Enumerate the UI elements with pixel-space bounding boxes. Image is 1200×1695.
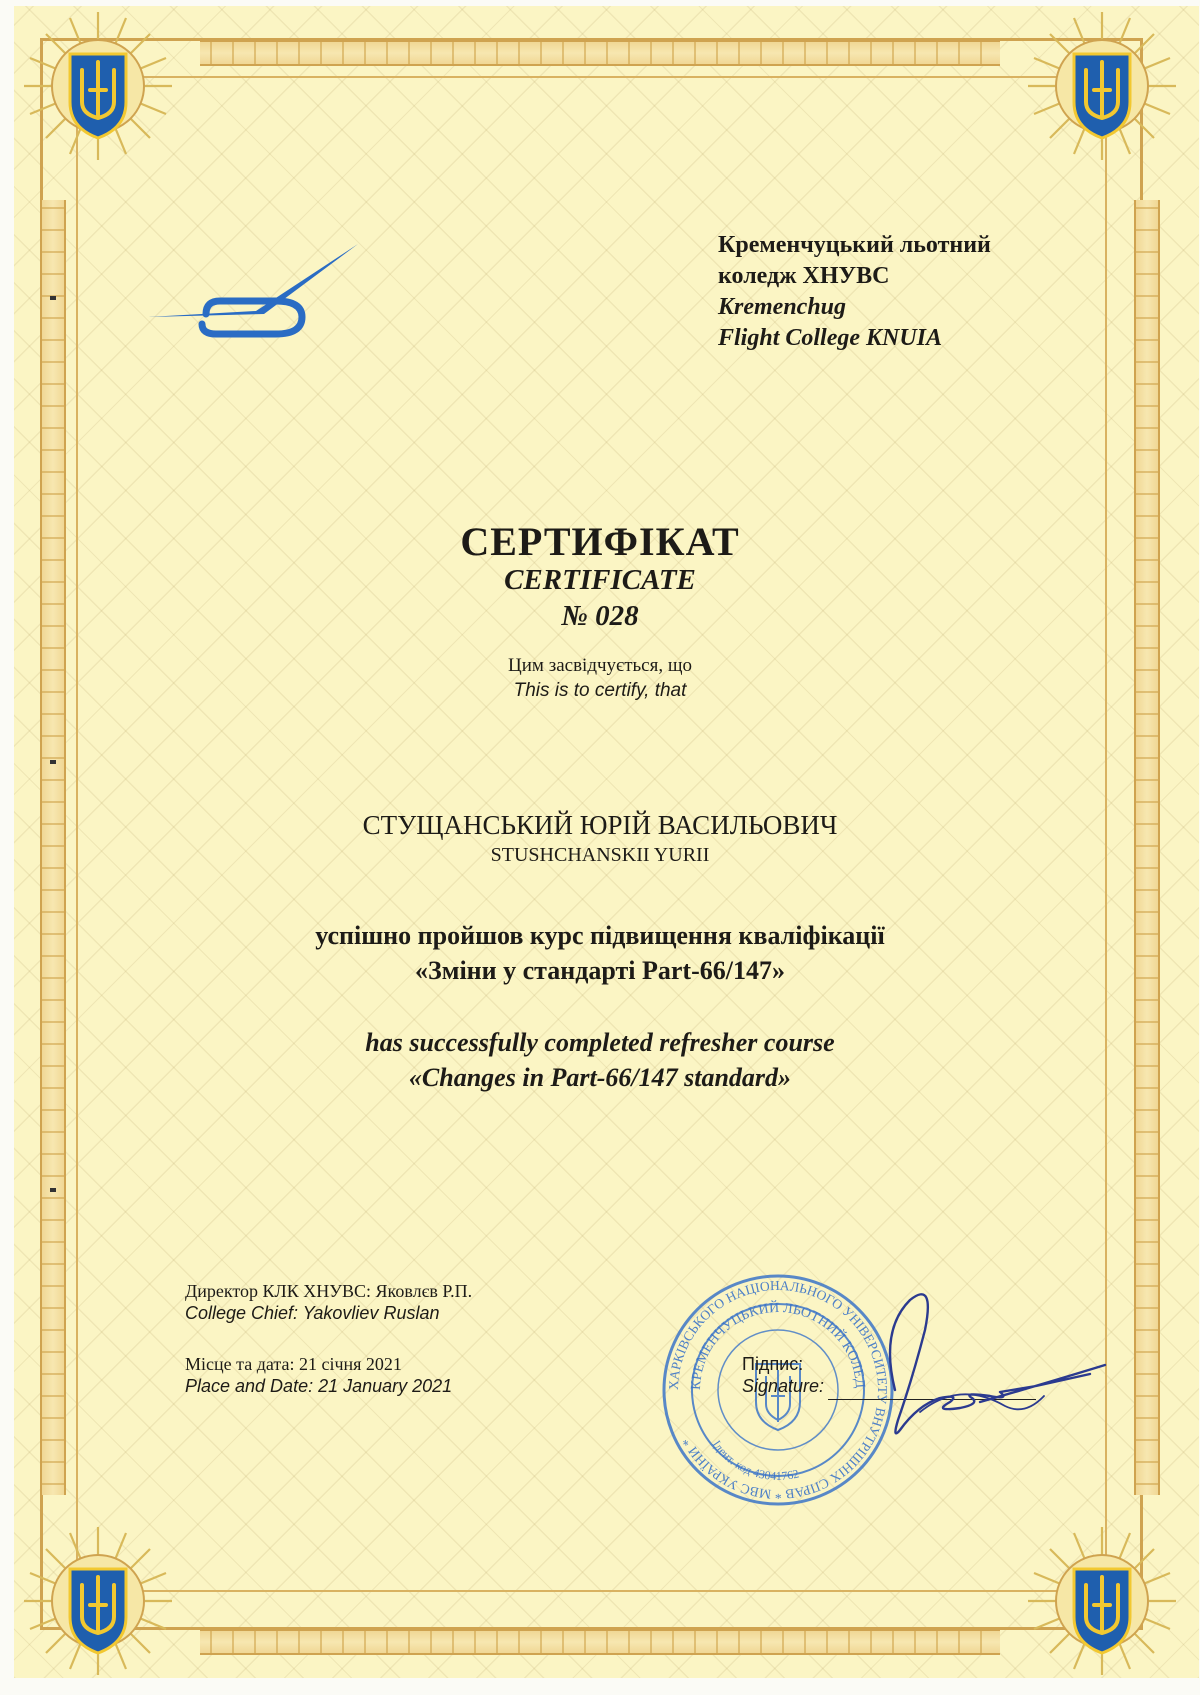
institution-name <box>718 230 991 354</box>
institution-name-ua: Кременчуцький льотний <box>718 232 991 258</box>
handwritten-signature <box>800 1270 1120 1450</box>
course-title-ua: «Зміни у стандарті Part-66/147» <box>415 956 785 985</box>
institution-name-ua: коледж ХНУВС <box>718 263 890 289</box>
coat-of-arms-icon <box>1022 6 1182 166</box>
stamp-inner-text: КРЕМЕНЧУЦЬКИЙ ЛЬОТНИЙ КОЛЕД <box>688 1300 868 1391</box>
certify-text-ua: Цим засвідчується, що <box>508 655 692 676</box>
signature-label-en: Signature: <box>742 1376 825 1396</box>
institution-name-en: Flight College KNUIA <box>718 325 943 351</box>
scan-mark <box>50 296 56 300</box>
course-statement-en: has successfully completed refresher course <box>365 1028 835 1057</box>
stamp-code-text: Ідент. код 43041762 <box>709 1437 801 1484</box>
recipient-name-ua: СТУЩАНСЬКИЙ ЮРІЙ ВАСИЛЬОВИЧ <box>362 810 838 840</box>
certificate-title: СЕРТИФІКАТ <box>460 519 740 564</box>
institution-name-en: Kremenchug <box>718 294 847 320</box>
director-info <box>185 1280 472 1324</box>
director-en: College Chief: Yakovliev Ruslan <box>185 1303 440 1323</box>
coat-of-arms-icon <box>1022 1521 1182 1681</box>
coat-of-arms-icon <box>18 1521 178 1681</box>
signature-label-ua: Підпис: <box>742 1354 804 1374</box>
certificate-title-en: CERTIFICATE <box>504 564 696 596</box>
scan-mark <box>50 1188 56 1192</box>
place-date-en: Place and Date: 21 January 2021 <box>185 1376 453 1396</box>
recipient-name-en: STUSHCHANSKII YURII <box>490 844 710 866</box>
top-border-band <box>200 40 1000 66</box>
stamp-ring-text: ХАРКІВСЬКОГО НАЦІОНАЛЬНОГО УНІВЕРСИТЕТУ ВНУТРІШНІХ СПРАВ * МВС УКРАЇНИ * <box>665 1277 891 1503</box>
certify-text-en: This is to certify, that <box>513 680 687 701</box>
coat-of-arms-icon <box>18 6 178 166</box>
course-title-en: «Changes in Part-66/147 standard» <box>408 1063 792 1092</box>
scan-mark <box>50 760 56 764</box>
place-date-ua: Місце та дата: 21 січня 2021 <box>185 1354 402 1374</box>
place-date-info <box>185 1353 452 1397</box>
bottom-border-band <box>200 1629 1000 1655</box>
flight-college-logo-icon <box>148 244 358 344</box>
director-ua: Директор КЛК ХНУВС: Яковлєв Р.П. <box>185 1281 473 1301</box>
certificate-number: № 028 <box>561 600 639 632</box>
course-statement-ua: успішно пройшов курс підвищення кваліфікації <box>315 921 885 950</box>
